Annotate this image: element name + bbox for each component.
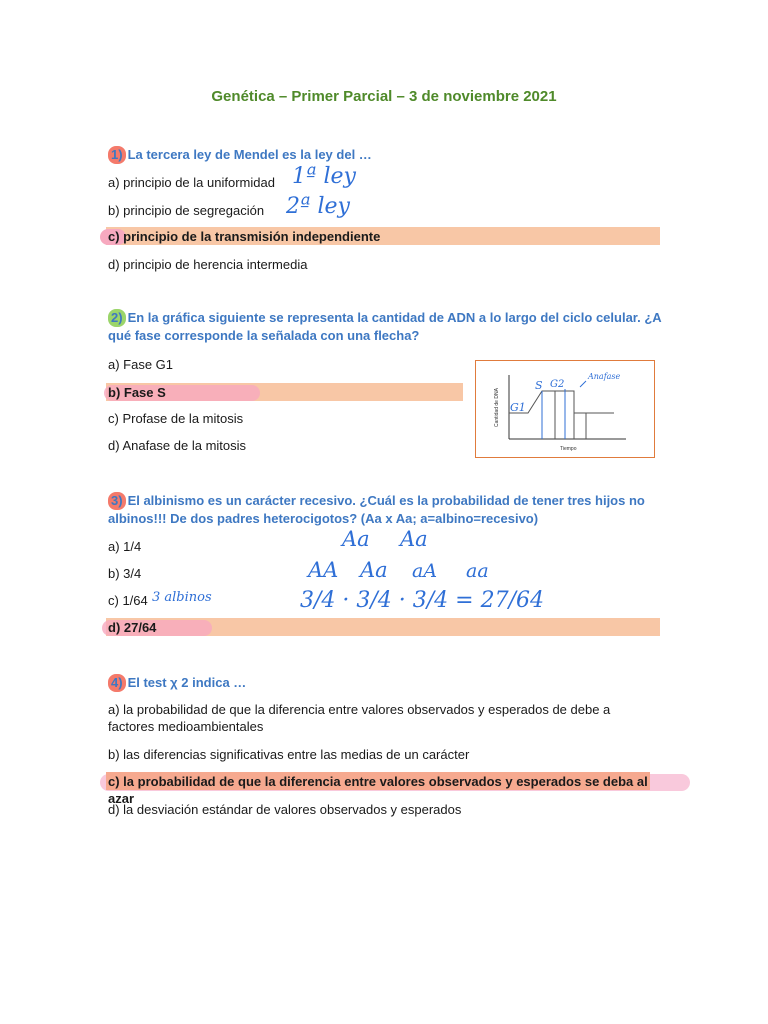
question-4-number: 4) bbox=[108, 674, 126, 692]
q2-option-c: c) Profase de la mitosis bbox=[108, 411, 244, 426]
question-3-text: El albinismo es un carácter recesivo. ¿Cuál es la probabilidad de tener tres hijos no albinos!!! De dos padres heterocigotos? (Aa x Aa; a=albino=recesivo) bbox=[108, 493, 645, 526]
q3-annotation-aa-1: AA bbox=[308, 558, 339, 582]
q1-option-d: d) principio de herencia intermedia bbox=[108, 257, 308, 272]
page-title: Genética – Primer Parcial – 3 de noviembre 2021 bbox=[211, 88, 557, 105]
question-1 bbox=[108, 146, 668, 164]
q2-option-b: b) Fase S bbox=[108, 385, 166, 400]
question-3-number: 3) bbox=[108, 492, 126, 510]
q4-option-d: d) la desviación estándar de valores observados y esperados bbox=[108, 802, 462, 817]
q4-option-a: a) la probabilidad de que la diferencia entre valores observados y esperados de debe a factores medioambientales bbox=[108, 702, 611, 734]
question-2-text: En la gráfica siguiente se representa la cantidad de ADN a lo largo del ciclo celular. ¿A qué fase corresponde la señalada con una flecha? bbox=[108, 310, 662, 343]
q3-option-c: c) 1/64 bbox=[108, 593, 148, 608]
dna-cell-cycle-graph bbox=[475, 360, 655, 458]
question-3 bbox=[108, 492, 668, 528]
q3-annotation-parent-2: Aa bbox=[400, 527, 428, 551]
q3-annotation-calculation: 3/4 · 3/4 · 3/4 = 27/64 bbox=[300, 588, 544, 613]
q1-option-a: a) principio de la uniformidad bbox=[108, 175, 275, 190]
q3-annotation-aa-4: aa bbox=[466, 560, 489, 582]
q1-annotation-1: 1ª ley bbox=[292, 164, 356, 189]
question-1-number: 1) bbox=[108, 146, 126, 164]
graph-arrow-icon bbox=[580, 381, 586, 387]
graph-x-label: Tiempo bbox=[560, 446, 577, 452]
q1-option-b: b) principio de segregación bbox=[108, 203, 265, 218]
graph-annotation-g2: G2 bbox=[550, 379, 565, 390]
q3-option-d: d) 27/64 bbox=[108, 620, 157, 635]
q1-annotation-2: 2ª ley bbox=[286, 194, 350, 219]
graph-y-label: Cantidad de DNA bbox=[494, 388, 500, 427]
q1-option-c: c) principio de la transmisión independiente bbox=[108, 229, 381, 244]
q3-annotation-aa-3: aA bbox=[412, 560, 438, 582]
question-1-text: La tercera ley de Mendel es la ley del … bbox=[127, 147, 372, 162]
dna-graph-svg bbox=[476, 361, 654, 457]
question-4 bbox=[108, 674, 668, 692]
q3-option-a: a) 1/4 bbox=[108, 539, 142, 554]
q4-option-c: c) la probabilidad de que la diferencia entre valores observados y esperados se deba al azar bbox=[108, 774, 648, 806]
q4-option-b: b) las diferencias significativas entre las medias de un carácter bbox=[108, 747, 470, 762]
graph-annotation-g1: G1 bbox=[510, 401, 526, 414]
q3-annotation-albinos: 3 albinos bbox=[152, 590, 212, 605]
question-2-number: 2) bbox=[108, 309, 126, 327]
question-4-text: El test χ 2 indica … bbox=[127, 675, 247, 690]
q3-option-b: b) 3/4 bbox=[108, 566, 142, 581]
q3-annotation-aa-2: Aa bbox=[360, 558, 388, 582]
q2-option-a: a) Fase G1 bbox=[108, 357, 174, 372]
graph-annotation-anafase: Anafase bbox=[588, 372, 621, 381]
q2-option-d: d) Anafase de la mitosis bbox=[108, 438, 247, 453]
question-2 bbox=[108, 309, 668, 345]
graph-annotation-s: S bbox=[535, 379, 543, 392]
q3-annotation-parent-1: Aa bbox=[342, 527, 370, 551]
